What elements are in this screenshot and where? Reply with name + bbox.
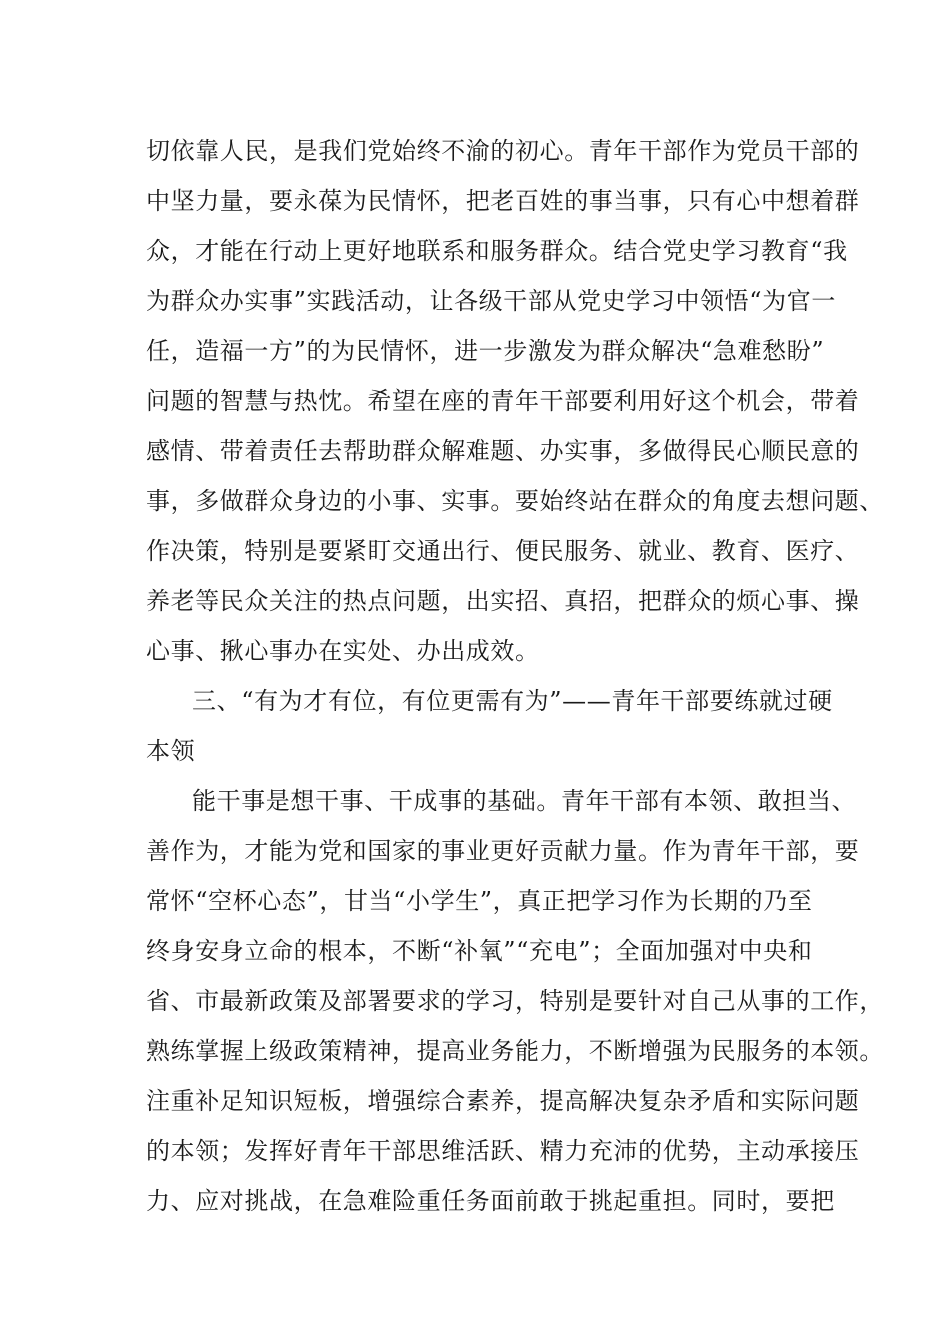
body-text-line: 善作为，才能为党和国家的事业更好贡献力量。作为青年干部，要 <box>146 837 860 865</box>
body-text-line: 问题的智慧与热忱。希望在座的青年干部要利用好这个机会，带着 <box>146 387 860 415</box>
body-text-line: 省、市最新政策及部署要求的学习，特别是要针对自己从事的工作， <box>146 987 884 1015</box>
body-text-line: 事，多做群众身边的小事、实事。要始终站在群众的角度去想问题、 <box>146 487 884 515</box>
body-text-line: 作决策，特别是要紧盯交通出行、便民服务、就业、教育、医疗、 <box>146 537 860 565</box>
body-text-line: 的本领；发挥好青年干部思维活跃、精力充沛的优势，主动承接压 <box>146 1137 860 1165</box>
body-text-line: 感情、带着责任去帮助群众解难题、办实事，多做得民心顺民意的 <box>146 437 860 465</box>
body-text-line: 切依靠人民，是我们党始终不渝的初心。青年干部作为党员干部的 <box>146 137 860 165</box>
body-text-line: 众，才能在行动上更好地联系和服务群众。结合党史学习教育“我 <box>146 237 848 265</box>
body-text-line: 熟练掌握上级政策精神，提高业务能力，不断增强为民服务的本领。 <box>146 1037 884 1065</box>
body-text-line: 心事、揪心事办在实处、办出成效。 <box>146 637 540 665</box>
body-text-line: 任，造福一方”的为民情怀，进一步激发为群众解决“急难愁盼” <box>146 337 825 365</box>
body-text-line: 常怀“空杯心态”，甘当“小学生”，真正把学习作为长期的乃至 <box>146 887 813 915</box>
body-text-line: 力、应对挑战，在急难险重任务面前敢于挑起重担。同时，要把 <box>146 1187 835 1215</box>
body-text-line: 养老等民众关注的热点问题，出实招、真招，把群众的烦心事、操 <box>146 587 860 615</box>
body-text-line: 终身安身立命的根本，不断“补氧”“充电”；全面加强对中央和 <box>146 937 813 965</box>
section-heading-line: 三、“有为才有位，有位更需有为”——青年干部要练就过硬 <box>192 687 833 715</box>
body-text-line: 能干事是想干事、干成事的基础。青年干部有本领、敢担当、 <box>192 787 857 815</box>
body-text-line: 注重补足知识短板，增强综合素养，提高解决复杂矛盾和实际问题 <box>146 1087 860 1115</box>
body-text-line: 中坚力量，要永葆为民情怀，把老百姓的事当事，只有心中想着群 <box>146 187 860 215</box>
body-text-line: 为群众办实事”实践活动，让各级干部从党史学习中领悟“为官一 <box>146 287 836 315</box>
section-heading-line: 本领 <box>146 737 196 765</box>
